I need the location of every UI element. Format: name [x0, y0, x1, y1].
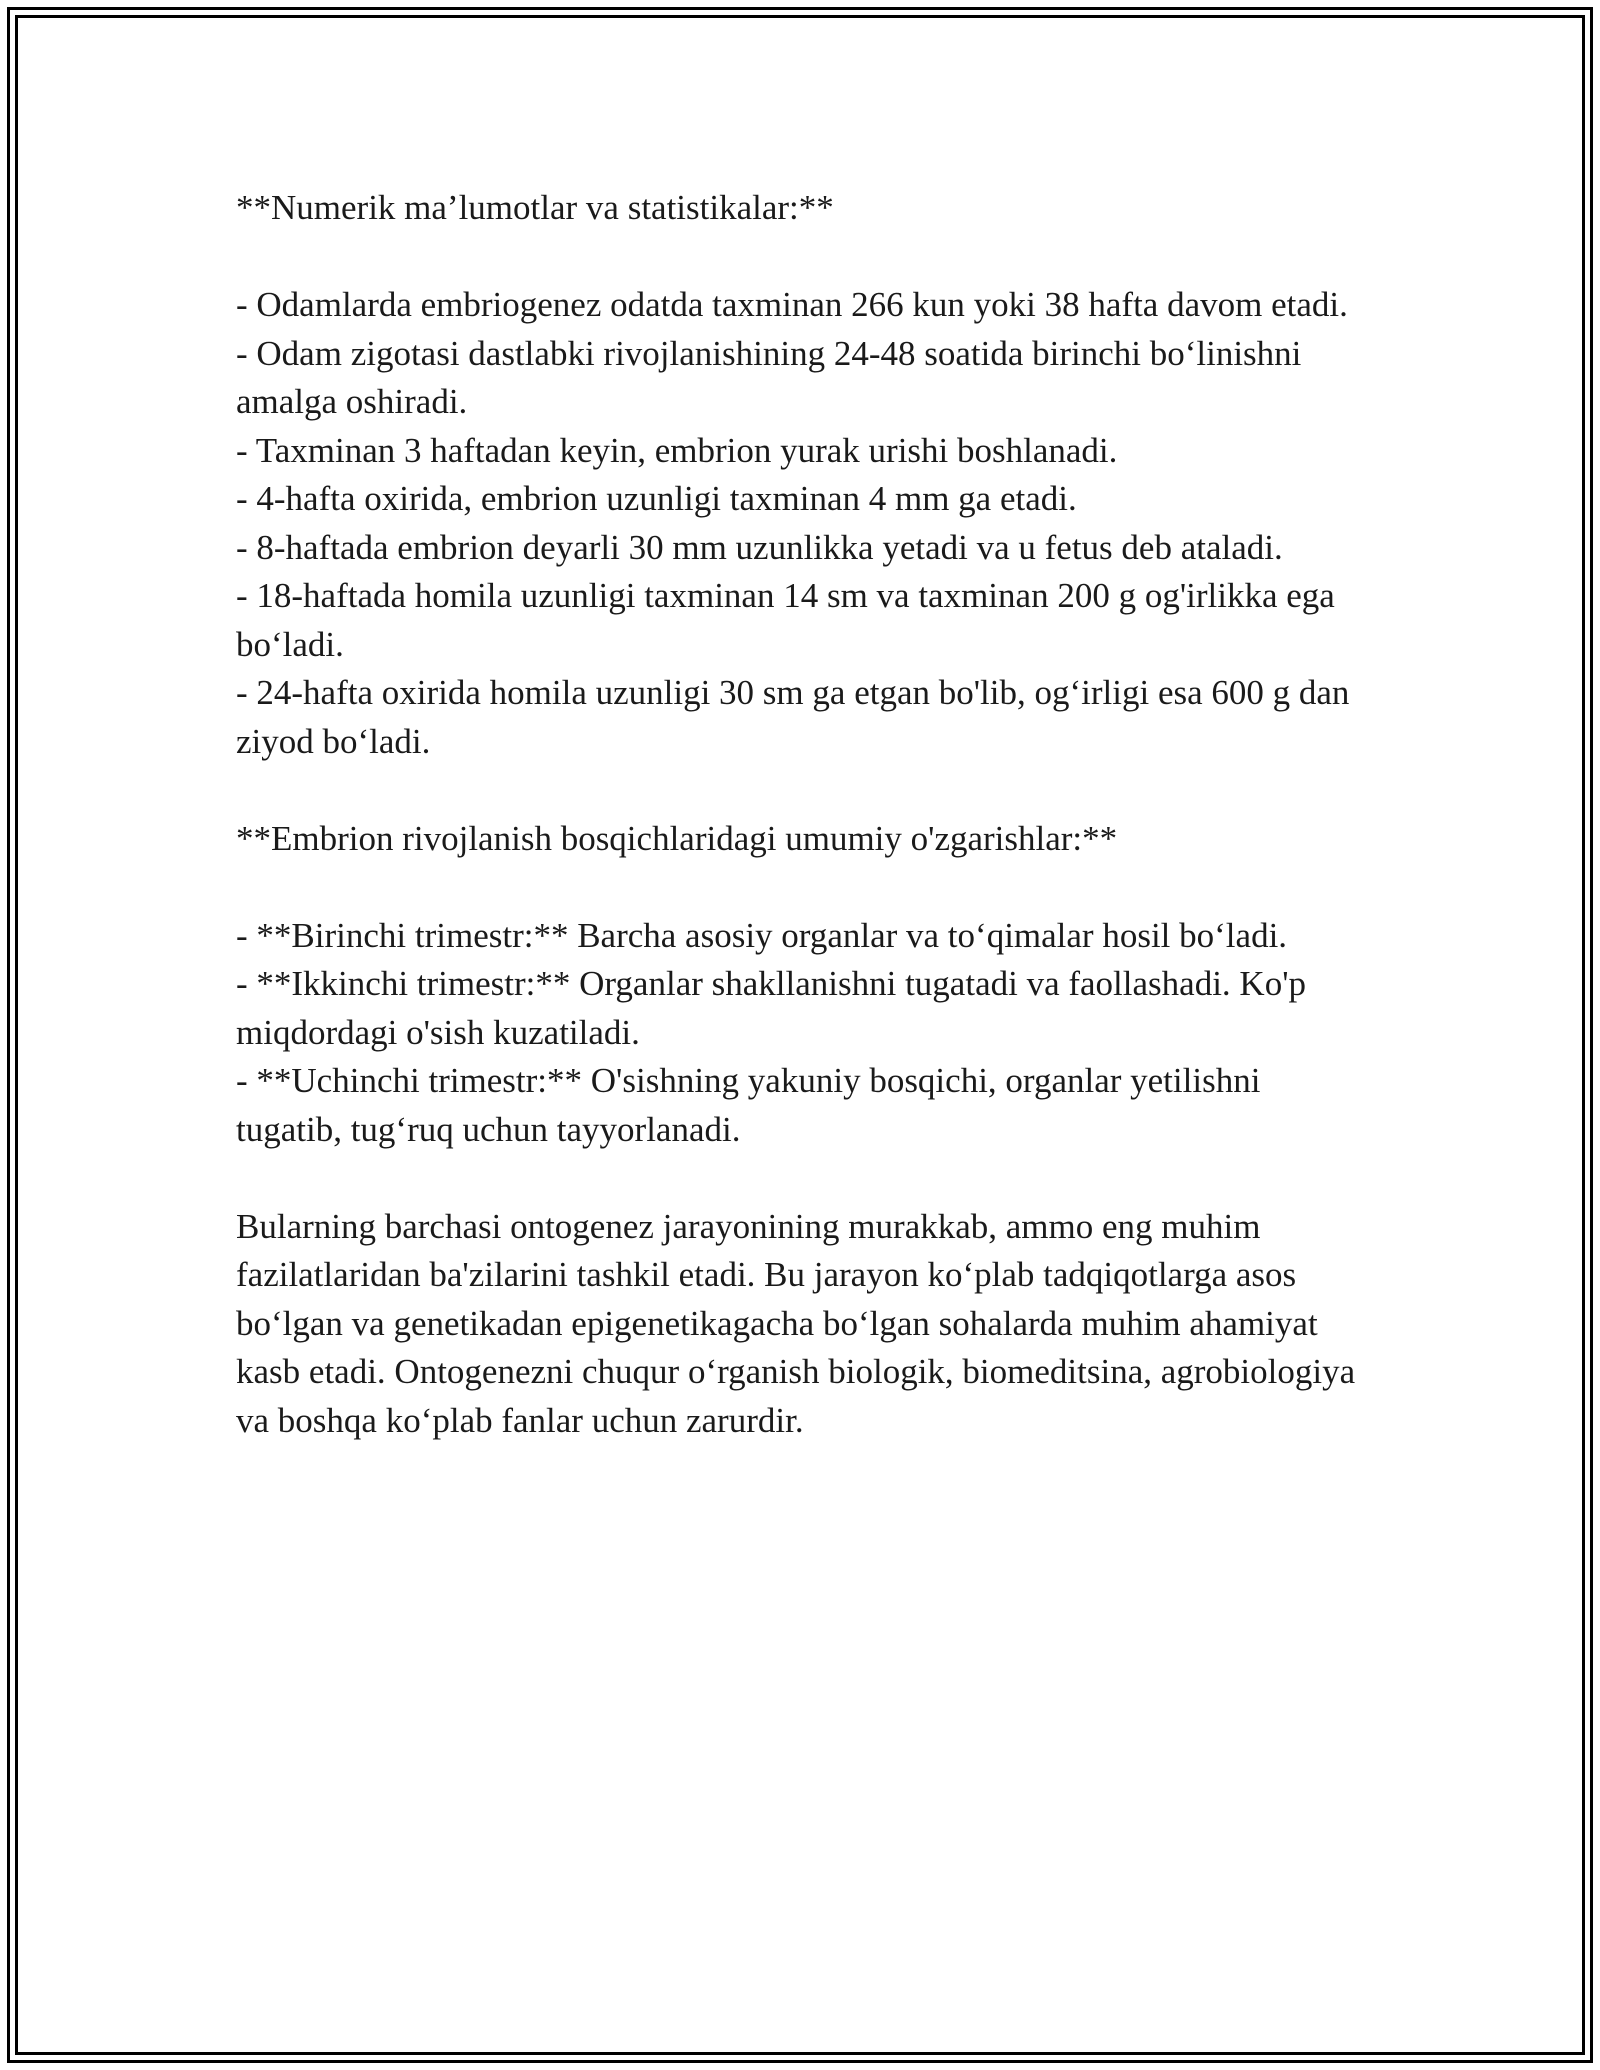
list-item: - Odam zigotasi dastlabki rivojlanishining 24-48 soatida birinchi bo‘linishni amalga oshiradi.	[236, 333, 1302, 421]
list-item: - **Ikkinchi trimestr:** Organlar shakllanishni tugatadi va faollashadi. Ko'p miqdordagi o'sish kuzatiladi.	[236, 964, 1306, 1052]
spacer	[236, 233, 1366, 282]
list-item: - 8-haftada embrion deyarli 30 mm uzunlikka yetadi va u fetus deb ataladi.	[236, 527, 1283, 567]
conclusion-paragraph: Bularning barchasi ontogenez jarayonining murakkab, ammo eng muhim fazilatlaridan ba'zilarini tashkil etadi. Bu jarayon ko‘plab tadqiqotlarga asos bo‘lgan va genetikadan epigenetikagacha bo‘lgan sohalarda muhim ahamiyat kasb etadi. Ontogenezni chuqur o‘rganish biologik, biomeditsina, agrobiologiya va boshqa ko‘plab fanlar uchun zarurdir.	[236, 1206, 1356, 1440]
list-item: - 24-hafta oxirida homila uzunligi 30 sm ga etgan bo'lib, og‘irligi esa 600 g dan ziyod bo‘ladi.	[236, 673, 1350, 761]
document-body	[236, 184, 1366, 1445]
list-item: - 18-haftada homila uzunligi taxminan 14 sm va taxminan 200 g og'irlikka ega bo‘ladi.	[236, 576, 1335, 664]
list-item: - Taxminan 3 haftadan keyin, embrion yurak urishi boshlanadi.	[236, 430, 1118, 470]
list-item: - 4-hafta oxirida, embrion uzunligi taxminan 4 mm ga etadi.	[236, 479, 1077, 518]
spacer	[236, 863, 1366, 912]
section-heading-stages: **Embrion rivojlanish bosqichlaridagi umumiy o'zgarishlar:**	[236, 818, 1118, 858]
spacer	[236, 766, 1366, 815]
list-item: - **Uchinchi trimestr:** O'sishning yakuniy bosqichi, organlar yetilishni tugatib, tug‘ruq uchun tayyorlanadi.	[236, 1061, 1261, 1149]
list-item: - **Birinchi trimestr:** Barcha asosiy organlar va to‘qimalar hosil bo‘ladi.	[236, 915, 1288, 955]
spacer	[236, 1154, 1366, 1203]
list-item: - Odamlarda embriogenez odatda taxminan 266 kun yoki 38 hafta davom etadi.	[236, 285, 1348, 324]
section-heading-statistics: **Numerik ma’lumotlar va statistikalar:**	[236, 188, 834, 227]
